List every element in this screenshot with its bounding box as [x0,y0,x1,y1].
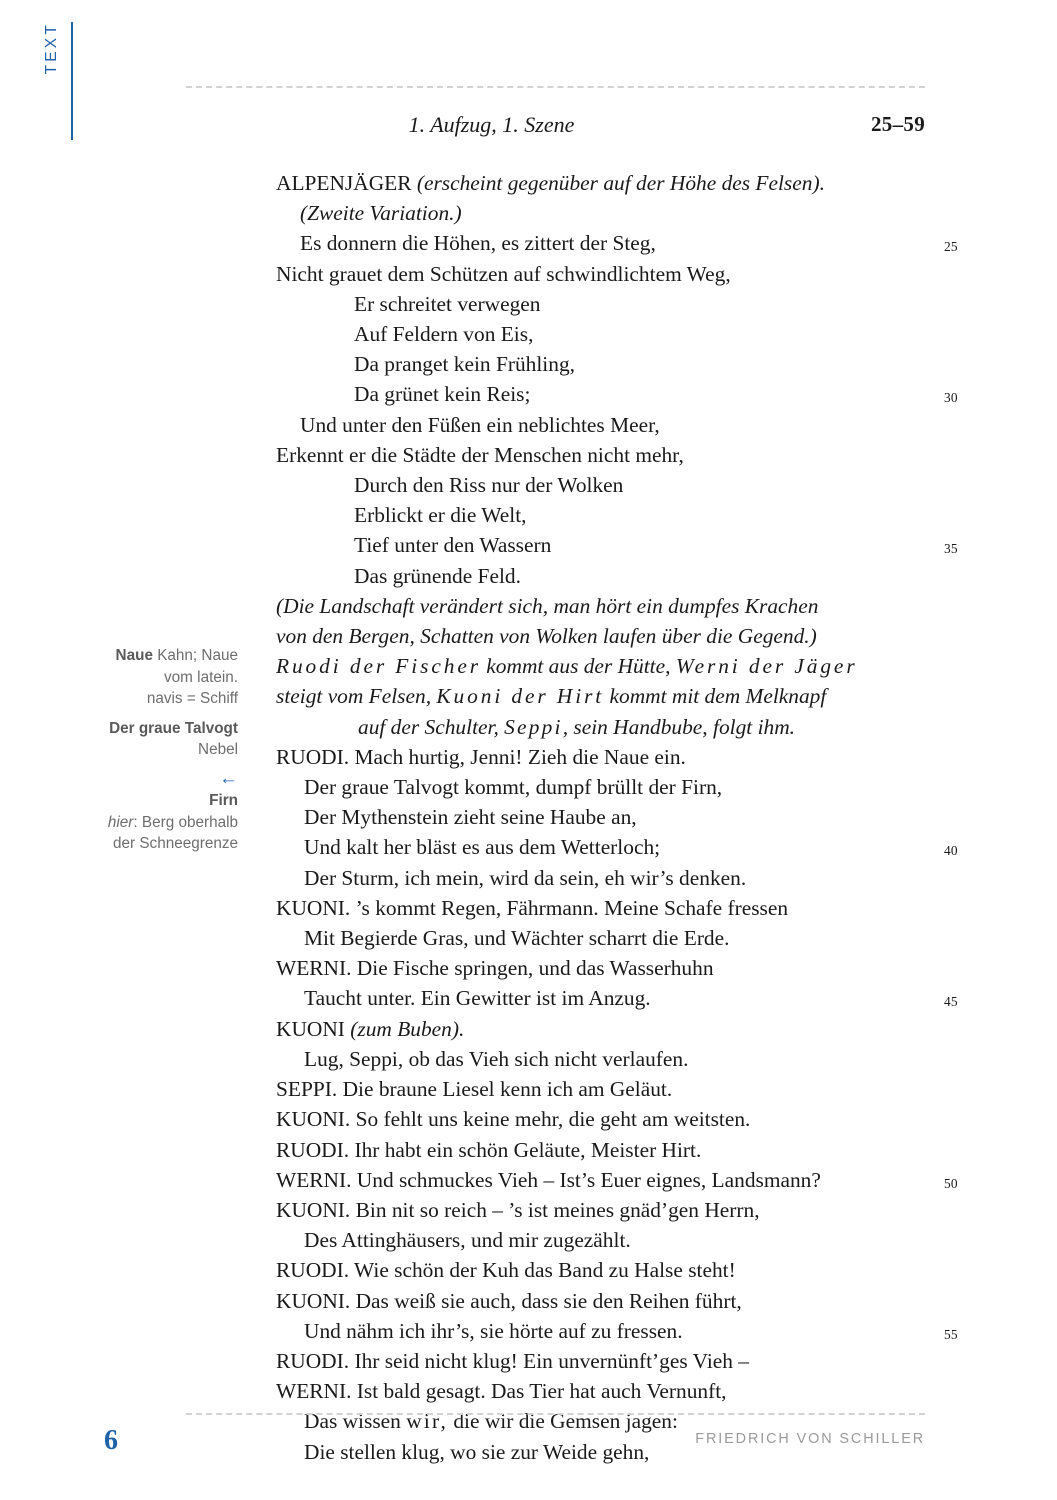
stage-direction-line [276,681,931,711]
speech-line [276,1135,931,1165]
speech-line [276,168,931,198]
verse-text: Lug, Seppi, ob das Vieh sich nicht verlaufen. [304,1046,689,1071]
speaker-name: RUODI. [276,1137,350,1162]
speaker-name: KUONI. [276,1288,351,1313]
speech-line [276,379,958,409]
speech-line [276,923,931,953]
stage-direction-text: von den Bergen, Schatten von Wolken laufen über die Gegend.) [276,624,817,649]
verse-number: 55 [944,1326,958,1342]
verse-text: Die Fische springen, und das Wasserhuhn [351,956,714,981]
speech-line [276,863,931,893]
stage-direction: (erscheint gegenüber auf der Höhe des Felsen). [411,171,825,195]
margin-notes [66,645,238,855]
speech-line [276,1044,931,1074]
section-tab-rule [71,22,74,140]
speaker-name: WERNI. [276,956,352,981]
speech-line [276,983,958,1013]
running-head [186,112,925,142]
speech-line [276,289,931,319]
section-tab [44,22,73,142]
verse-text: Und unter den Füßen ein neblichtes Meer, [300,412,660,437]
margin-note [66,645,238,710]
verse-text: Er schreitet verwegen [354,291,541,316]
margin-note-line: navis = Schiff [146,690,238,708]
margin-note [66,718,238,761]
stage-direction-text: auf der Schulter, [358,714,505,739]
verse-text: So fehlt uns keine mehr, die geht am weitsten. [350,1107,751,1132]
speech-line [276,893,931,923]
speech-line [276,742,931,772]
verse-number: 30 [944,390,958,406]
verse-text: Die stellen klug, wo sie zur Weide gehn, [304,1439,650,1464]
margin-note-lemma: Firn [209,791,238,809]
speaker-name: KUONI. [276,1107,351,1132]
text-column [276,168,958,1467]
verse-number: 35 [944,541,958,557]
speech-line [276,1104,931,1134]
verse-text: Das grünende Feld. [354,563,521,588]
speech-line [276,1074,931,1104]
verse-number: 40 [944,843,958,859]
speech-line [276,832,958,862]
footer-author: FRIEDRICH VON SCHILLER [695,1431,925,1447]
verse-text: Durch den Riss nur der Wolken [354,473,624,498]
speech-line [276,561,931,591]
margin-note-gloss: Kahn; Naue [157,647,238,664]
speech-line [276,259,931,289]
stage-direction-line [276,621,931,651]
verse-text: Das weiß sie auch, dass sie den Reihen führt, [350,1288,742,1313]
speech-line [276,198,931,228]
verse-text: Bin nit so reich – ’s ist meines gnäd’gen Herrn, [350,1197,760,1222]
verse-text: Der graue Talvogt kommt, dumpf brüllt der Firn, [304,775,723,800]
left-arrow-icon: ← [219,767,238,789]
verse-number: 45 [944,994,958,1010]
character-name: Kuoni der Hirt [436,684,605,709]
footer-rule [186,1413,925,1415]
speech-line [276,1225,931,1255]
margin-note-lemma: Naue [115,647,153,664]
verse-number: 50 [944,1175,958,1191]
verse-text: ’s kommt Regen, Fährmann. Meine Schafe fressen [350,895,789,920]
margin-note-lemma: Der graue Talvogt [109,719,238,737]
verse-text: Tief unter den Wassern [354,533,552,558]
verse-text: Nicht grauet dem Schützen auf schwindlichtem Weg, [276,261,731,286]
verse-text: Des Attinghäusers, und mir zugezählt. [304,1228,631,1253]
speaker-name: RUODI. [276,1348,350,1373]
speech-line [276,1286,931,1316]
header-rule [186,86,925,88]
verse-text: Die braune Liesel kenn ich am Geläut. [337,1077,673,1102]
verse-text: Erblickt er die Welt, [354,503,527,528]
speech-line [276,1165,958,1195]
speaker-name: KUONI. [276,895,351,920]
verse-text: Taucht unter. Ein Gewitter ist im Anzug. [304,986,651,1011]
speech-line [276,349,931,379]
verse-text: Wie schön der Kuh das Band zu Halse steht! [349,1258,736,1283]
margin-note-italic-lead: hier [107,813,134,831]
verse-text: Auf Feldern von Eis, [354,322,534,347]
verse-text: Der Mythenstein zieht seine Haube an, [304,805,637,830]
stage-direction-line [276,712,931,742]
stage-direction-line [276,651,931,681]
speech-line [276,1376,931,1406]
stage-direction-text: kommt aus der Hütte, [480,654,676,679]
speech-line [276,440,931,470]
speech-line [276,500,931,530]
speech-line [276,802,931,832]
speaker-name: KUONI [276,1016,345,1041]
speech-line [276,410,931,440]
running-head-title: 1. Aufzug, 1. Szene [408,112,575,137]
stage-direction-text: , sein Handbube, folgt ihm. [562,714,795,739]
speech-line [276,1346,931,1376]
stage-direction-text: kommt mit dem Melknapf [604,684,827,709]
emphasis-word: wir, [406,1409,449,1434]
verse-text: Mit Begierde Gras, und Wächter scharrt die Erde. [304,926,730,951]
verse-text: Ihr seid nicht klug! Ein unvernünft’ges Vieh – [349,1348,749,1373]
speech-line [276,1255,931,1285]
verse-number: 25 [944,239,958,255]
speech-line [276,953,931,983]
margin-note [66,790,238,855]
speaker-name: RUODI. [276,744,350,769]
verse-text: Und nähm ich ihr’s, sie hörte auf zu fressen. [304,1318,683,1343]
speaker-name: RUODI. [276,1258,350,1283]
margin-note-line: : Berg oberhalb [133,813,238,831]
speaker-name: SEPPI. [276,1077,338,1102]
speaker-name: KUONI. [276,1197,351,1222]
speaker-name: WERNI. [276,1379,352,1404]
verse-text: Erkennt er die Städte der Menschen nicht mehr, [276,442,684,467]
stage-direction-text: (Die Landschaft verändert sich, man hört ein dumpfes Krachen [276,593,819,618]
verse-text: Da pranget kein Frühling, [354,352,575,377]
stage-direction: (zum Buben). [344,1016,465,1041]
verse-text: Der Sturm, ich mein, wird da sein, eh wir’s denken. [304,865,747,890]
speech-line [276,1014,931,1044]
verse-text: Da grünet kein Reis; [354,382,531,407]
margin-note-line: Nebel [198,741,238,759]
margin-note-line: vom latein. [164,668,238,686]
character-name: Werni der Jäger [675,654,858,679]
stage-direction-text: steigt vom Felsen, [276,684,437,709]
section-tab-label: TEXT [43,22,60,75]
speech-line [276,228,958,258]
verse-text: Ihr habt ein schön Geläute, Meister Hirt. [349,1137,702,1162]
verse-text: Es donnern die Höhen, es zittert der Steg, [300,231,656,256]
speech-line [276,470,931,500]
speaker-name: WERNI. [276,1167,352,1192]
speech-line [276,1195,931,1225]
speech-line [276,530,958,560]
character-name: Ruodi der Fischer [276,654,481,679]
verse-text: (Zweite Variation.) [300,201,462,226]
verse-text: Und schmuckes Vieh – Ist’s Euer eignes, Landsmann? [351,1167,821,1192]
speech-line [276,319,931,349]
speech-line [276,772,931,802]
margin-note-line: der Schneegrenze [112,835,238,853]
page-number: 6 [104,1425,118,1456]
stage-direction-line [276,591,931,621]
character-name: Seppi [504,714,563,739]
running-head-verse-range: 25–59 [871,112,925,136]
verse-text: die wir die Gemsen jagen: [448,1409,678,1434]
verse-text: Mach hurtig, Jenni! Zieh die Naue ein. [349,744,686,769]
verse-text: Und kalt her bläst es aus dem Wetterloch; [304,835,661,860]
verse-text: Das wissen [304,1409,407,1434]
speaker-name: ALPENJÄGER [276,171,412,195]
verse-text: Ist bald gesagt. Das Tier hat auch Vernunft, [351,1379,727,1404]
speech-line [276,1316,958,1346]
